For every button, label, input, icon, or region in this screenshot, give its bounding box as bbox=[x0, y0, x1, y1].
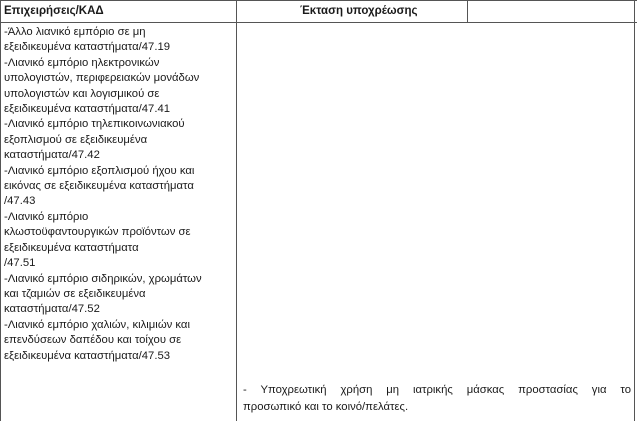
kad-line: εξειδικευμένα καταστήματα/47.53 bbox=[4, 349, 171, 362]
businesses-kad-cell bbox=[4, 25, 230, 364]
header-businesses-kad: Επιχειρήσεις/ΚΑΔ bbox=[4, 5, 104, 17]
kad-line: εξειδικευμένα καταστήματα/47.19 bbox=[4, 41, 171, 54]
header-bottom-border bbox=[0, 22, 637, 23]
kad-line: εξειδικευμένα καταστήματα/47.41 bbox=[4, 103, 171, 116]
kad-line: κλωστοϋφαντουργικών προϊόντων σε bbox=[4, 226, 191, 239]
obligation-scope-cell bbox=[243, 382, 631, 415]
kad-line: -Λιανικό εμπόριο τηλεπικοινωνιακού bbox=[4, 118, 185, 131]
obligation-text-line2: προσωπικό και το κοινό/πελάτες. bbox=[243, 400, 409, 413]
kad-line: -Άλλο λιανικό εμπόριο σε μη bbox=[4, 26, 146, 38]
kad-line: καταστήματα/47.52 bbox=[4, 303, 100, 316]
kad-line: -Λιανικό εμπόριο ηλεκτρονικών bbox=[4, 56, 160, 69]
column-divider-2 bbox=[467, 0, 468, 23]
right-border bbox=[634, 0, 635, 421]
column-divider-1 bbox=[236, 0, 237, 421]
kad-line: /47.51 bbox=[4, 257, 36, 270]
kad-line: εξοπλισμού σε εξειδικευμένα bbox=[4, 133, 148, 146]
header-obligation-scope: Έκταση υποχρέωσης bbox=[300, 5, 418, 17]
kad-line: υπολογιστών και λογισμικού σε bbox=[4, 87, 160, 100]
obligation-text-line1: - Υποχρεωτική χρήση μη ιατρικής μάσκας προστασίας για το bbox=[243, 384, 631, 396]
left-border bbox=[0, 0, 1, 421]
kad-line: /47.43 bbox=[4, 195, 36, 208]
kad-line: -Λιανικό εμπόριο χαλιών, κιλιμιών και bbox=[4, 318, 190, 331]
kad-line: επενδύσεων δαπέδου και τοίχου σε bbox=[4, 334, 182, 347]
kad-line: -Λιανικό εμπόριο εξοπλισμού ήχου και bbox=[4, 164, 195, 177]
kad-line: καταστήματα/47.42 bbox=[4, 149, 100, 162]
kad-line: -Λιανικό εμπόριο bbox=[4, 210, 89, 223]
kad-line: υπολογιστών, περιφερειακών μονάδων bbox=[4, 72, 200, 85]
kad-line: εξειδικευμένα καταστήματα bbox=[4, 241, 139, 254]
kad-line: και τζαμιών σε εξειδικευμένα bbox=[4, 287, 146, 300]
kad-line: εικόνας σε εξειδικευμένα καταστήματα bbox=[4, 180, 194, 193]
kad-line: -Λιανικό εμπόριο σιδηρικών, χρωμάτων bbox=[4, 272, 202, 285]
